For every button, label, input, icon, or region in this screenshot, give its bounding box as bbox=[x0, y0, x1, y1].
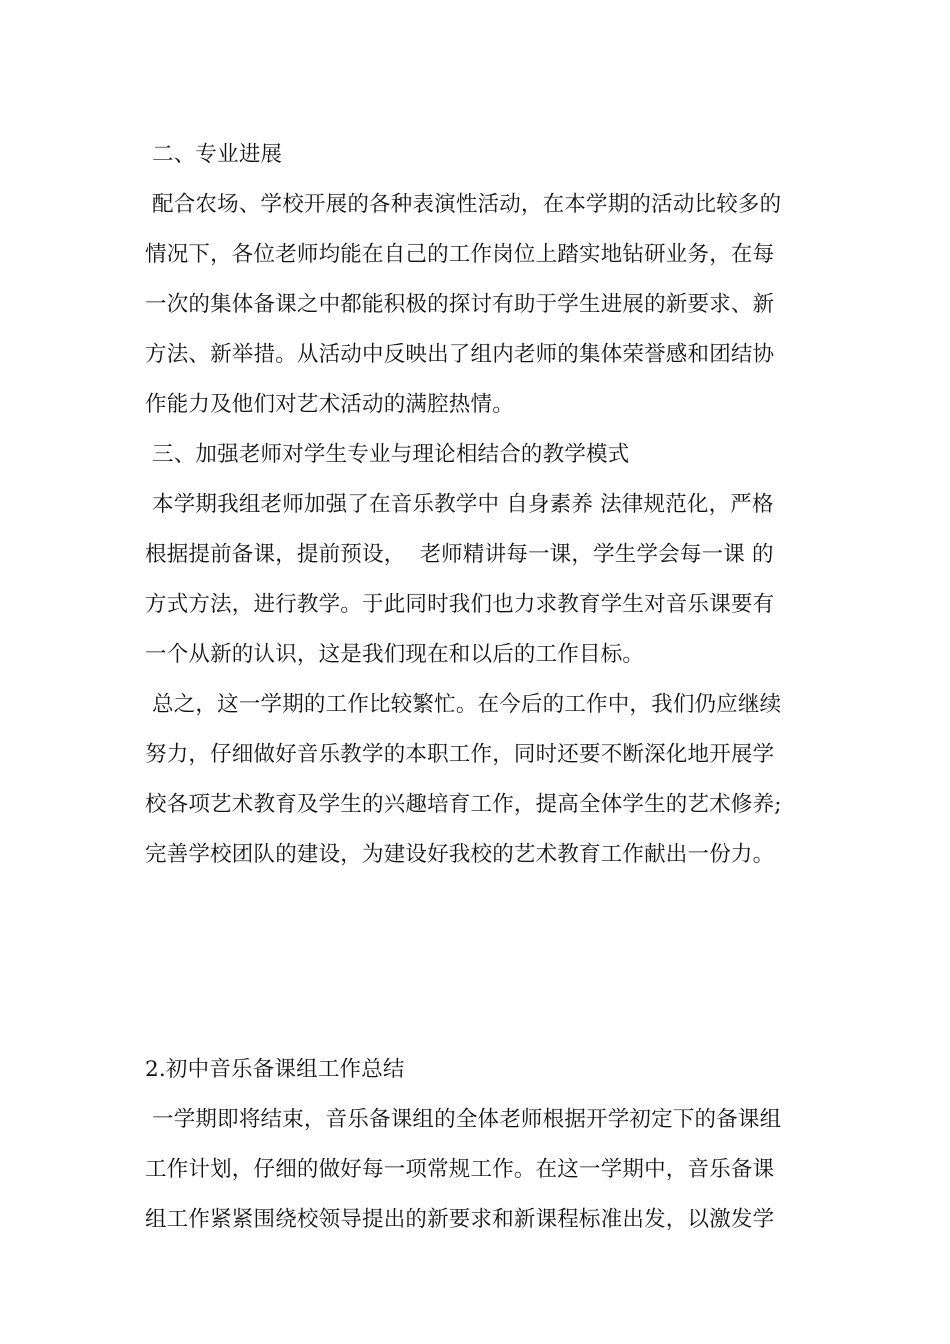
paragraph-line: 校各项艺术教育及学生的兴趣培育工作，提高全体学生的艺术修养; bbox=[145, 792, 782, 817]
paragraph-line: 一学期即将结束，音乐备课组的全体老师根据开学初定下的备课组 bbox=[145, 1107, 782, 1132]
document-title: 2.初中音乐备课组工作总结 bbox=[145, 1057, 405, 1082]
paragraph-line: 情况下，各位老师均能在自己的工作岗位上踏实地钻研业务，在每 bbox=[145, 242, 775, 267]
paragraph-line: 作能力及他们对艺术活动的满腔热情。 bbox=[145, 392, 514, 417]
section-spacer bbox=[145, 880, 810, 1045]
paragraph-line: 方式方法，进行教学。于此同时我们也力求教育学生对音乐课要有 bbox=[145, 592, 775, 617]
paragraph-line: 本学期我组老师加强了在音乐教学中 自身素养 法律规范化，严格 bbox=[145, 492, 774, 517]
paragraph-line: 总之，这一学期的工作比较繁忙。在今后的工作中，我们仍应继续 bbox=[145, 692, 782, 717]
paragraph-line: 工作计划，仔细的做好每一项常规工作。在这一学期中，音乐备课 bbox=[145, 1157, 775, 1182]
section-heading: 二、专业进展 bbox=[145, 142, 283, 167]
document-body bbox=[145, 130, 810, 1245]
paragraph-line: 组工作紧紧围绕校领导提出的新要求和新课程标准出发，以激发学 bbox=[145, 1207, 775, 1232]
paragraph-line: 一次的集体备课之中都能积极的探讨有助于学生进展的新要求、新 bbox=[145, 292, 775, 317]
paragraph-line: 一个从新的认识，这是我们现在和以后的工作目标。 bbox=[145, 642, 645, 667]
paragraph-line: 方法、新举措。从活动中反映出了组内老师的集体荣誉感和团结协 bbox=[145, 342, 775, 367]
paragraph-line: 完善学校团队的建设，为建设好我校的艺术教育工作献出一份力。 bbox=[145, 842, 775, 867]
paragraph-line: 配合农场、学校开展的各种表演性活动，在本学期的活动比较多的 bbox=[145, 192, 782, 217]
paragraph-line: 根据提前备课，提前预设， 老师精讲每一课，学生学会每一课 的 bbox=[145, 542, 774, 567]
paragraph-line: 努力，仔细做好音乐教学的本职工作，同时还要不断深化地开展学 bbox=[145, 742, 775, 767]
section-heading: 三、加强老师对学生专业与理论相结合的教学模式 bbox=[145, 442, 630, 467]
